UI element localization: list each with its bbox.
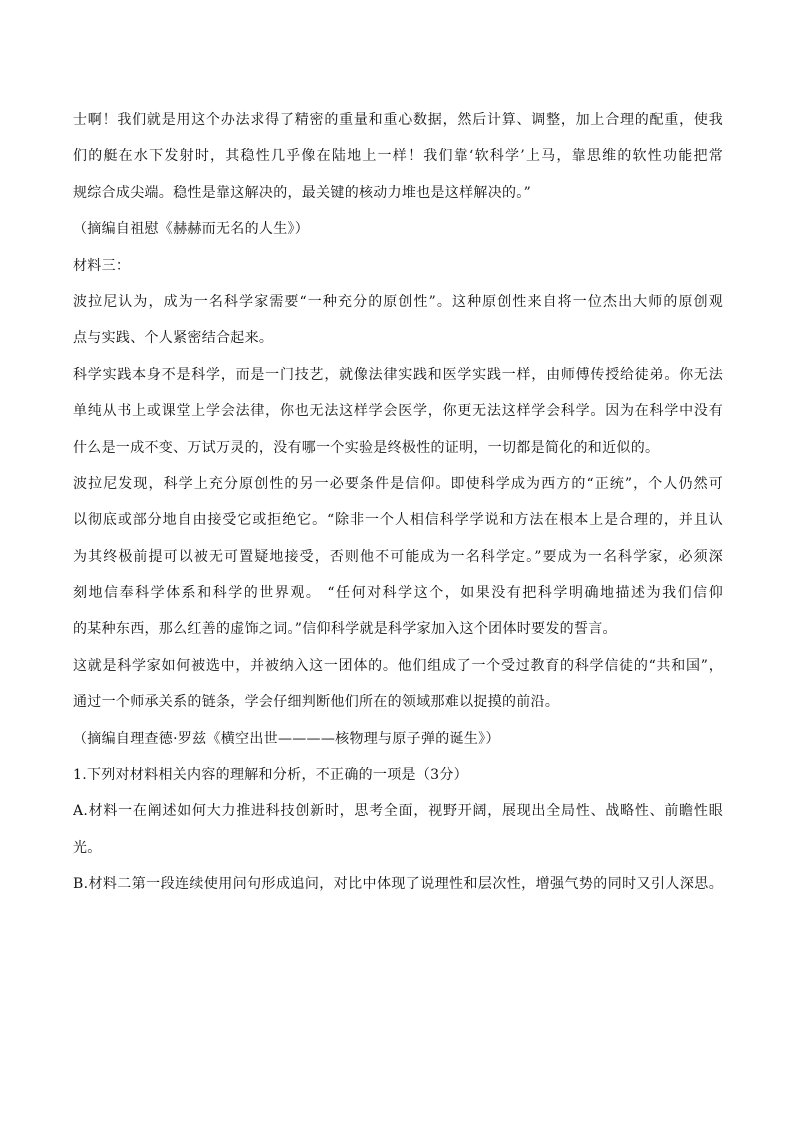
question-1-stem: 1.下列对材料相关内容的理解和分析，不正确的一项是（3分） — [73, 767, 468, 784]
material3-p2-line-3: 什么是一成不变、万试万灵的，没有哪一个实验是终极性的证明，一切都是简化的和近似的。 — [73, 439, 660, 456]
material3-p1-line-2: 点与实践、个人紧密结合起来。 — [73, 330, 274, 347]
material3-p4-line-2: 通过一个师承关系的链条，学会仔细判断他们所在的领域那难以捉摸的前沿。 — [73, 694, 560, 711]
material3-source: （摘编自理查德·罗兹《横空出世————核物理与原子弹的诞生》） — [73, 730, 500, 747]
material3-p3-line-5: 的某种东西，那么红善的虚饰之词。”信仰科学就是科学家加入这个团体时要发的誓言。 — [73, 621, 617, 638]
material3-p4-line-1: 这就是科学家如何被选中，并被纳入这一团体的。他们组成了一个受过教育的科学信徒的“共和国”， — [73, 657, 723, 674]
material2-line-3: 规综合成尖端。稳性是靠这解决的，最关键的核动力堆也是这样解决的。” — [73, 184, 532, 201]
material3-p2-line-1: 科学实践本身不是科学，而是一门技艺，就像法律实践和医学实践一样，由师傅传授给徒弟。你无法 — [73, 366, 723, 383]
material2-source: （摘编自祖慰《赫赫而无名的人生》） — [73, 221, 310, 238]
material2-line-2: 们的艇在水下发射时，其稳性几乎像在陆地上一样！我们靠‘软科学’上马，靠思维的软性功能把常 — [73, 148, 723, 165]
material3-p2-line-2: 单纯从书上或课堂上学会法律，你也无法这样学会医学，你更无法这样学会科学。因为在科学中没有 — [73, 403, 723, 420]
question-1-option-a-line-2: 光。 — [73, 839, 102, 856]
question-1-option-b: B.材料二第一段连续使用问句形成追问，对比中体现了说理性和层次性，增强气势的同时又引人深思。 — [73, 876, 723, 893]
material2-line-1: 士啊！我们就是用这个办法求得了精密的重量和重心数据，然后计算、调整，加上合理的配重，使我 — [73, 112, 723, 128]
material3-p3-line-2: 以彻底或部分地自由接受它或拒绝它。“除非一个人相信科学学说和方法在根本上是合理的，并且认 — [73, 512, 723, 529]
material3-heading: 材料三： — [73, 257, 131, 274]
material3-p1-line-1: 波拉尼认为，成为一名科学家需要“一种充分的原创性”。这种原创性来自将一位杰出大师的原创观 — [73, 293, 723, 310]
material3-p3-line-1: 波拉尼发现，科学上充分原创性的另一必要条件是信仰。即使科学成为西方的“正统”，个人仍然可 — [73, 475, 723, 492]
material3-p3-line-3: 为其终极前提可以被无可置疑地接受，否则他不可能成为一名科学定。”要成为一名科学家，必须深 — [73, 548, 723, 565]
question-1-option-a-line-1: A.材料一在阐述如何大力推进科技创新时，思考全面，视野开阔，展现出全局性、战略性、前瞻性眼 — [73, 803, 723, 820]
material3-p3-line-4: 刻地信奉科学体系和科学的世界观。 “任何对科学这个，如果没有把科学明确地描述为我们信仰 — [73, 585, 723, 602]
document-page — [73, 102, 723, 903]
